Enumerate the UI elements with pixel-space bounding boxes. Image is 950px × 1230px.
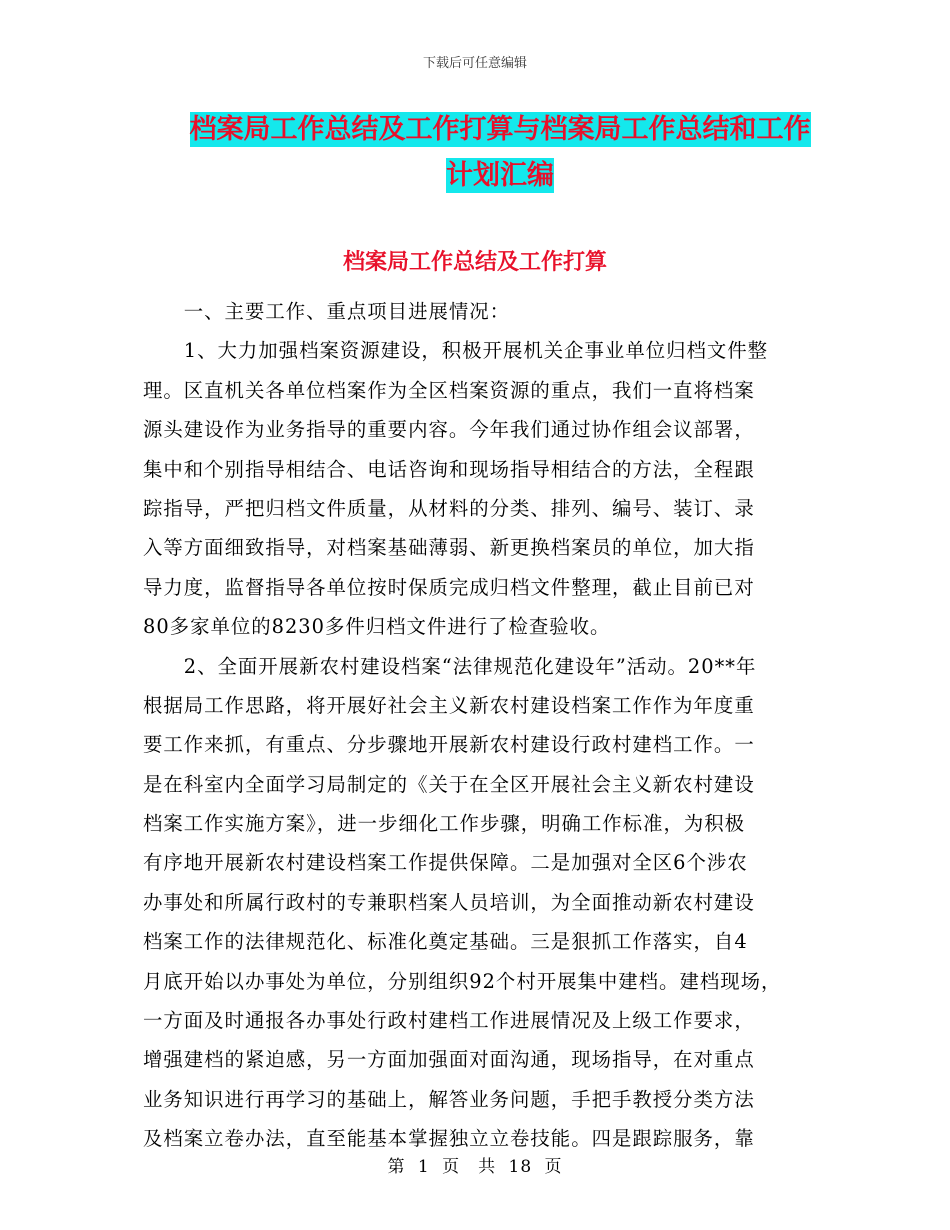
body-line: 增强建档的紧迫感，另一方面加强面对面沟通，现场指导，在对重点 xyxy=(143,1048,755,1072)
body-line: 理。区直机关各单位档案作为全区档案资源的重点，我们一直将档案 xyxy=(143,378,755,402)
body-line: 有序地开展新农村建设档案工作提供保障。二是加强对全区6个涉农 xyxy=(143,851,748,875)
body-line: 办事处和所属行政村的专兼职档案人员培训，为全面推动新农村建设 xyxy=(143,890,755,914)
body-line: 是在科室内全面学习局制定的《关于在全区开展社会主义新农村建设 xyxy=(143,772,755,796)
body-line: 80多家单位的8230多件归档文件进行了检查验收。 xyxy=(143,615,611,639)
body-line: 月底开始以办事处为单位，分别组织92个村开展集中建档。建档现场， xyxy=(143,969,782,993)
footer-suffix: 页 xyxy=(544,1157,563,1177)
title-highlight: 计划汇编 xyxy=(446,160,554,191)
body-line: 源头建设作为业务指导的重要内容。今年我们通过协作组会议部署， xyxy=(143,418,755,442)
body-line: 一方面及时通报各办事处行政村建档工作进展情况及上级工作要求， xyxy=(143,1009,755,1033)
page-footer xyxy=(0,1152,950,1177)
header-note: 下载后可任意编辑 xyxy=(422,56,527,71)
body-line: 集中和个别指导相结合、电话咨询和现场指导相结合的方法，全程跟 xyxy=(143,457,755,481)
document-title-line-1 xyxy=(140,106,860,153)
body-line: 业务知识进行再学习的基础上，解答业务问题，手把手教授分类方法 xyxy=(143,1087,755,1111)
body-line: 及档案立卷办法，直至能基本掌握独立立卷技能。四是跟踪服务，靠 xyxy=(143,1127,755,1151)
body-line: 档案工作实施方案》，进一步细化工作步骤，明确工作标准，为积极 xyxy=(143,812,746,836)
body-line: 踪指导，严把归档文件质量，从材料的分类、排列、编号、装订、录 xyxy=(143,496,755,520)
title-highlight: 档案局工作总结及工作打算与档案局工作总结和工作 xyxy=(189,114,811,145)
body-line: 一、主要工作、重点项目进展情况： xyxy=(143,300,511,323)
body-text xyxy=(143,292,813,1159)
footer-total-pages: 18 xyxy=(508,1157,533,1177)
section-title: 档案局工作总结及工作打算 xyxy=(342,250,607,275)
document-title-line-2 xyxy=(140,152,860,199)
footer-prefix: 第 xyxy=(387,1157,406,1177)
footer-middle: 页 共 xyxy=(442,1157,497,1177)
body-line: 入等方面细致指导，对档案基础薄弱、新更换档案员的单位，加大指 xyxy=(143,536,755,560)
body-line: 根据局工作思路，将开展好社会主义新农村建设档案工作作为年度重 xyxy=(143,693,755,717)
body-line: 要工作来抓，有重点、分步骤地开展新农村建设行政村建档工作。一 xyxy=(143,733,755,757)
body-line: 导力度，监督指导各单位按时保质完成归档文件整理，截止目前已对 xyxy=(143,575,755,599)
body-line: 档案工作的法律规范化、标准化奠定基础。三是狠抓工作落实，自4 xyxy=(143,930,748,954)
footer-page-number: 1 xyxy=(417,1157,430,1177)
body-line: 2、全面开展新农村建设档案“法律规范化建设年”活动。20**年 xyxy=(143,654,757,678)
body-line: 1、大力加强档案资源建设，积极开展机关企事业单位归档文件整 xyxy=(143,339,769,363)
